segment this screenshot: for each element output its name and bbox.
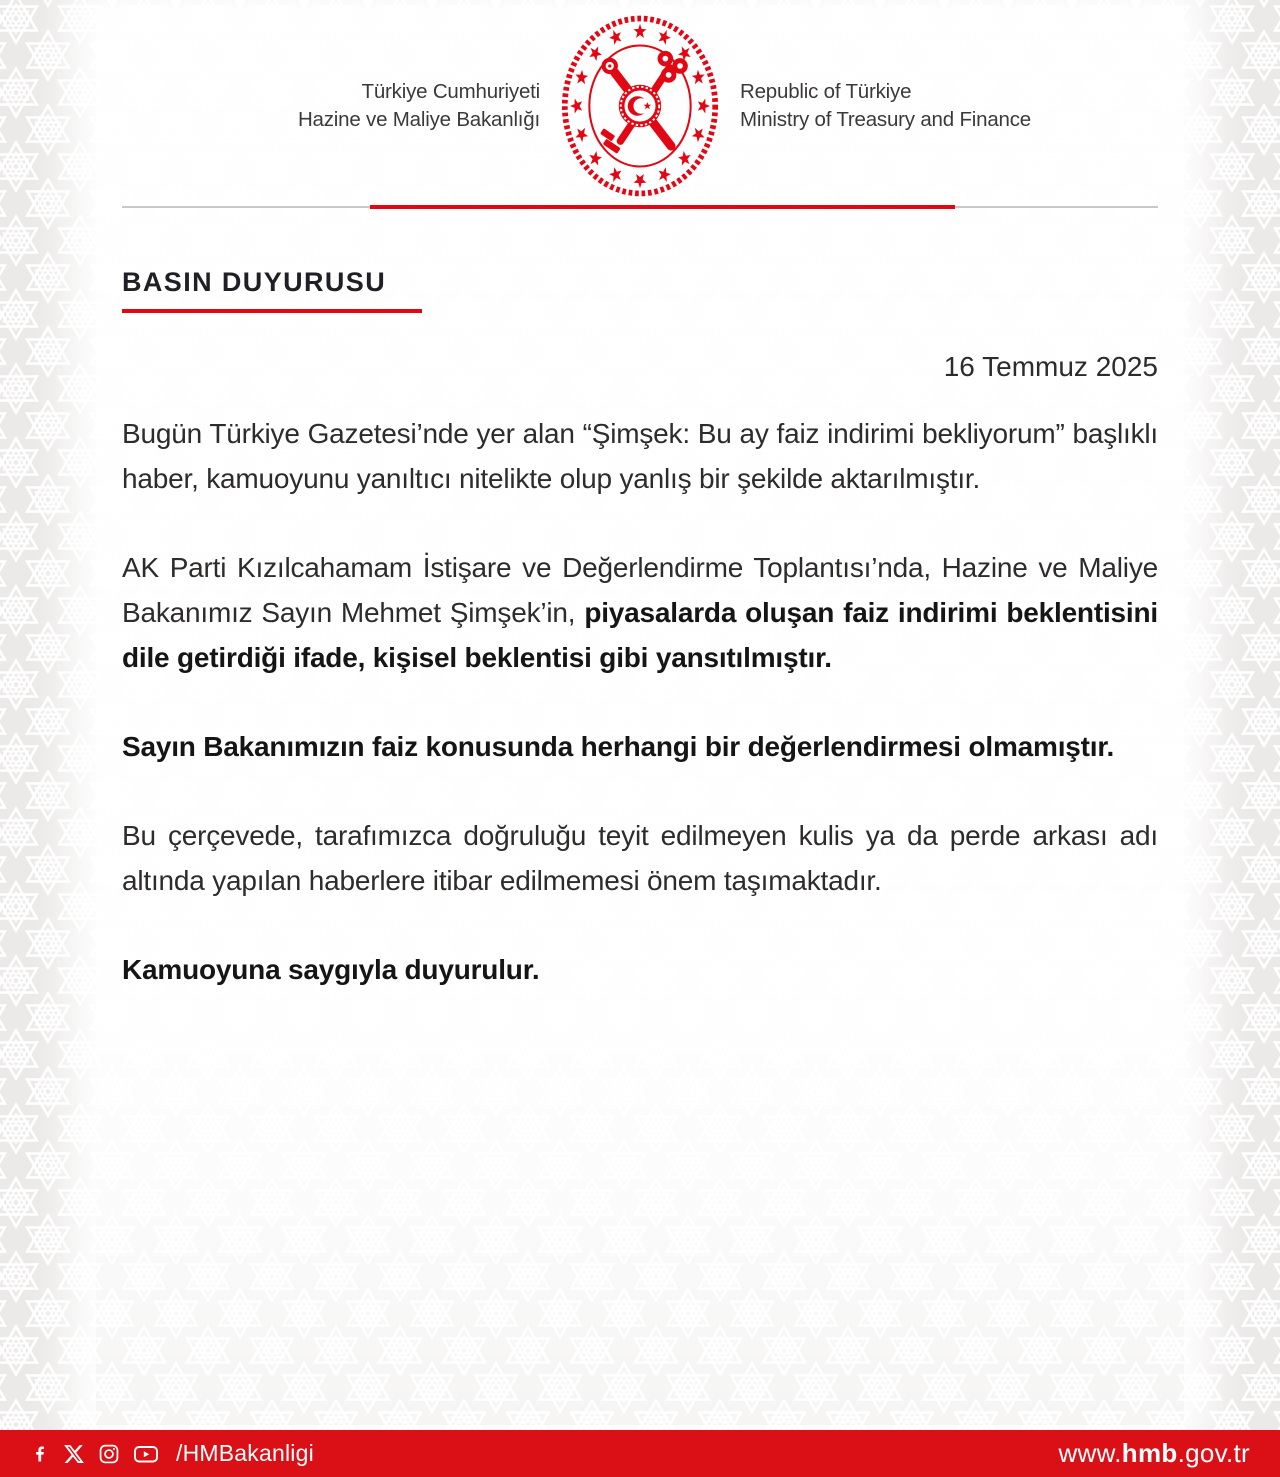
document-date: 16 Temmuz 2025 bbox=[943, 351, 1158, 382]
paragraphs bbox=[122, 411, 1158, 992]
page-title: BASIN DUYURUSU bbox=[122, 267, 387, 297]
website-suffix: .gov.tr bbox=[1177, 1438, 1250, 1468]
paragraph bbox=[122, 813, 1158, 903]
paragraph bbox=[122, 947, 1158, 992]
org-left-line1: Türkiye Cumhuriyeti bbox=[361, 80, 540, 103]
website-url[interactable] bbox=[1058, 1438, 1250, 1469]
paragraph-text: Bugün Türkiye Gazetesi’nde yer alan “Şimşek: Bu ay faiz indirimi bekliyorum” başlıklı haber, kamuoyunu yanıltıcı nitelikte olup yanlış bir şekilde aktarılmıştır. bbox=[122, 418, 1158, 494]
crossed-key-and-scroll bbox=[600, 51, 688, 154]
website-prefix: www. bbox=[1058, 1438, 1122, 1468]
paragraph-text-bold: piyasalarda oluşan faiz indirimi beklentisini dile getirdiği ifade, kişisel beklentisi gibi yansıtılmıştır. bbox=[122, 597, 1158, 673]
title-underline bbox=[122, 309, 422, 313]
facebook-icon[interactable] bbox=[30, 1443, 50, 1465]
ministry-name-turkish bbox=[240, 78, 540, 134]
ministry-name-english bbox=[740, 78, 1040, 134]
paragraph-text: Bu çerçevede, tarafımızca doğruluğu teyit edilmeyen kulis ya da perde arkası adı altında yapılan haberlere itibar edilmemesi önem taşımaktadır. bbox=[122, 820, 1158, 896]
x-icon[interactable] bbox=[63, 1443, 85, 1465]
youtube-icon[interactable] bbox=[133, 1443, 159, 1465]
social-handle[interactable]: /HMBakanligi bbox=[176, 1440, 314, 1466]
press-release-body bbox=[0, 267, 1280, 992]
org-right-line2: Ministry of Treasury and Finance bbox=[740, 108, 1031, 131]
social-links bbox=[30, 1440, 314, 1467]
org-left-line2: Hazine ve Maliye Bakanlığı bbox=[297, 108, 540, 131]
paragraph-text-bold: Sayın Bakanımızın faiz konusunda herhangi bir değerlendirmesi olmamıştır. bbox=[122, 731, 1115, 762]
header-divider bbox=[122, 205, 1158, 209]
paragraph bbox=[122, 545, 1158, 680]
divider-red-line bbox=[370, 205, 955, 209]
ministry-emblem-logo bbox=[557, 12, 723, 200]
footer-bar bbox=[0, 1430, 1280, 1477]
paragraph bbox=[122, 724, 1158, 769]
paragraph bbox=[122, 411, 1158, 501]
org-right-line1: Republic of Türkiye bbox=[740, 80, 912, 103]
instagram-icon[interactable] bbox=[98, 1443, 120, 1465]
paragraph-text: AK Parti Kızılcahamam İstişare ve Değerlendirme Toplantısı’nda, Hazine ve Maliye Bakanımız Sayın Mehmet Şimşek’in, bbox=[122, 552, 1158, 628]
website-bold: hmb bbox=[1121, 1438, 1178, 1468]
paragraph-text-bold: Kamuoyuna saygıyla duyurulur. bbox=[122, 954, 540, 985]
masthead bbox=[0, 0, 1280, 202]
